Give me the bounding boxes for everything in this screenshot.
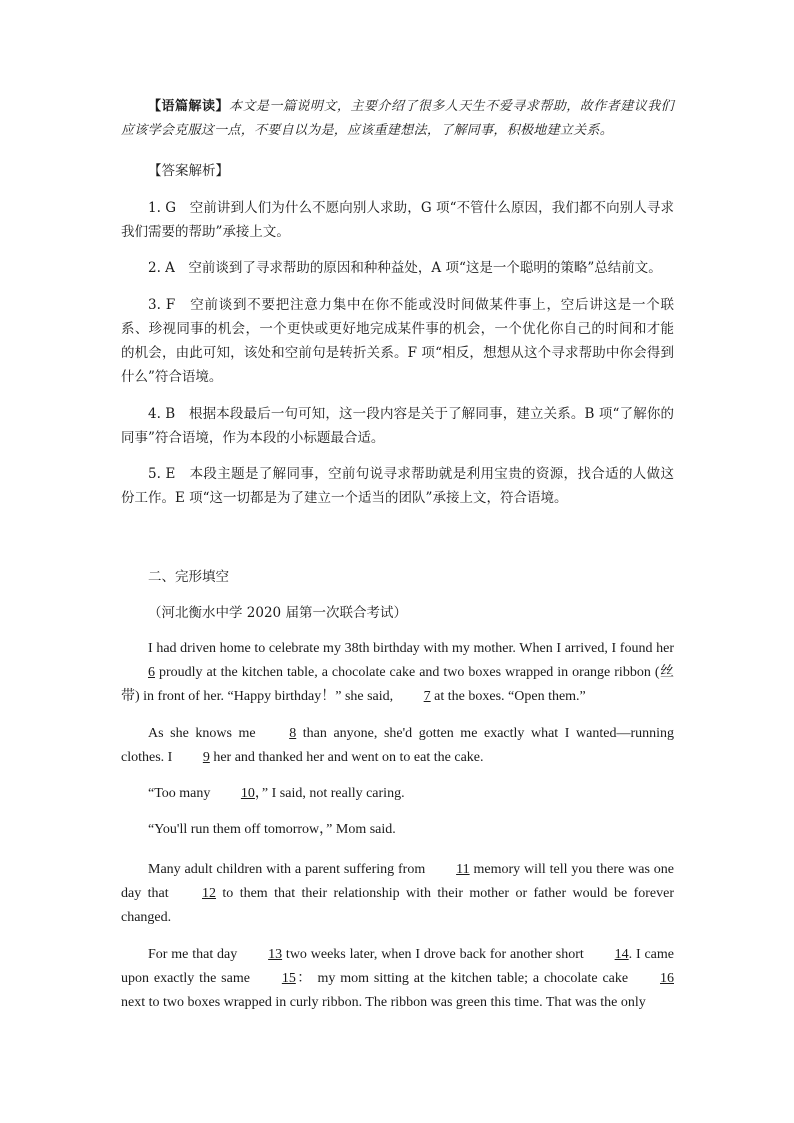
passage-paragraph-1 [121, 637, 674, 709]
passage-text: For me that day [148, 947, 242, 962]
passage-paragraph-6 [121, 943, 674, 1015]
passage-text: two weeks later, when I drove back for another short [282, 947, 588, 962]
cloze-blank-12: 12 [202, 886, 217, 901]
passage-text: at the boxes. “Open them.” [430, 689, 586, 704]
answer-5: 5. E 本段主题是了解同事，空前句说寻求帮助就是利用宝贵的资源，找合适的人做这份工作。E 项“这一切都是为了建立一个适当的团队”承接上文，符合语境。 [121, 466, 674, 506]
passage-text: ，” I said, not really caring. [254, 786, 405, 801]
passage-paragraph-4: “You'll run them off tomorrow，” Mom said. [148, 822, 396, 837]
cloze-blank-9: 9 [202, 750, 210, 765]
cloze-blank-11: 11 [456, 862, 470, 877]
passage-paragraph-3 [121, 782, 674, 806]
passage-text: “Too many [148, 786, 214, 801]
passage-text: I had driven home to celebrate my 38th birthday with my mother. When I arrived, I found her [148, 641, 674, 656]
answer-1: 1. G 空前讲到人们为什么不愿向别人求助，G 项“不管什么原因，我们都不向别人寻求我们需要的帮助”承接上文。 [121, 200, 674, 240]
passage-text: than anyone, she'd gotten me exactly what I wanted—running clothes. I [121, 726, 674, 765]
answer-2: 2. A 空前谈到了寻求帮助的原因和种种益处，A 项“这是一个聪明的策略”总结前文。 [148, 260, 662, 276]
passage-text: her and thanked her and went on to eat the cake. [209, 750, 484, 765]
passage-text: ： my mom sitting at the kitchen table; a chocolate cake [295, 971, 633, 986]
reading-analysis-text: 本文是一篇说明文，主要介绍了很多人天生不爱寻求帮助，故作者建议我们应该学会克服这一点，不要自以为是，应该重建想法，了解同事，积极地建立关系。 [121, 99, 674, 138]
passage-text: proudly at the kitchen table, a chocolate cake and two boxes wrapped in orange ribbon (丝带) in front of her. “Happy birthday！” she said, [121, 665, 674, 704]
cloze-blank-8: 8 [289, 726, 297, 741]
cloze-blank-14: 14 [614, 947, 629, 962]
reading-analysis [121, 95, 674, 143]
cloze-blank-10: 10 [240, 786, 255, 801]
passage-text: next to two boxes wrapped in curly ribbon. The ribbon was green this time. That was the only [121, 995, 646, 1010]
cloze-blank-16: 16 [660, 971, 674, 986]
reading-analysis-tag: 【语篇解读】 [148, 99, 229, 114]
source-note: （河北衡水中学 2020 届第一次联合考试） [148, 605, 407, 621]
cloze-blank-13: 13 [268, 947, 283, 962]
passage-text: Many adult children with a parent suffering from [148, 862, 430, 877]
answer-analysis-title: 【答案解析】 [148, 163, 229, 179]
passage-paragraph-2 [121, 722, 674, 770]
passage-paragraph-5 [121, 858, 674, 930]
section-title: 二、完形填空 [148, 569, 229, 585]
answer-3: 3. F 空前谈到不要把注意力集中在你不能或没时间做某件事上，空后讲这是一个联系、珍视同事的机会，一个更快或更好地完成某件事的机会，一个优化你自己的时间和才能的机会，由此可知，该处和空前句是转折关系。F 项“相反，想想从这个寻求帮助中你会得到什么”符合语境。 [121, 297, 674, 385]
cloze-blank-7: 7 [423, 689, 431, 704]
passage-text: . I came upon exactly the same [121, 947, 674, 986]
passage-text: to them that their relationship with their mother or father would be forever changed. [121, 886, 674, 925]
cloze-blank-15: 15 [281, 971, 296, 986]
cloze-blank-6: 6 [148, 665, 155, 680]
passage-text: memory will tell you there was one day that [121, 862, 674, 901]
answer-4: 4. B 根据本段最后一句可知，这一段内容是关于了解同事，建立关系。B 项“了解你的同事”符合语境，作为本段的小标题最合适。 [121, 406, 674, 446]
passage-text: As she knows me [148, 726, 263, 741]
